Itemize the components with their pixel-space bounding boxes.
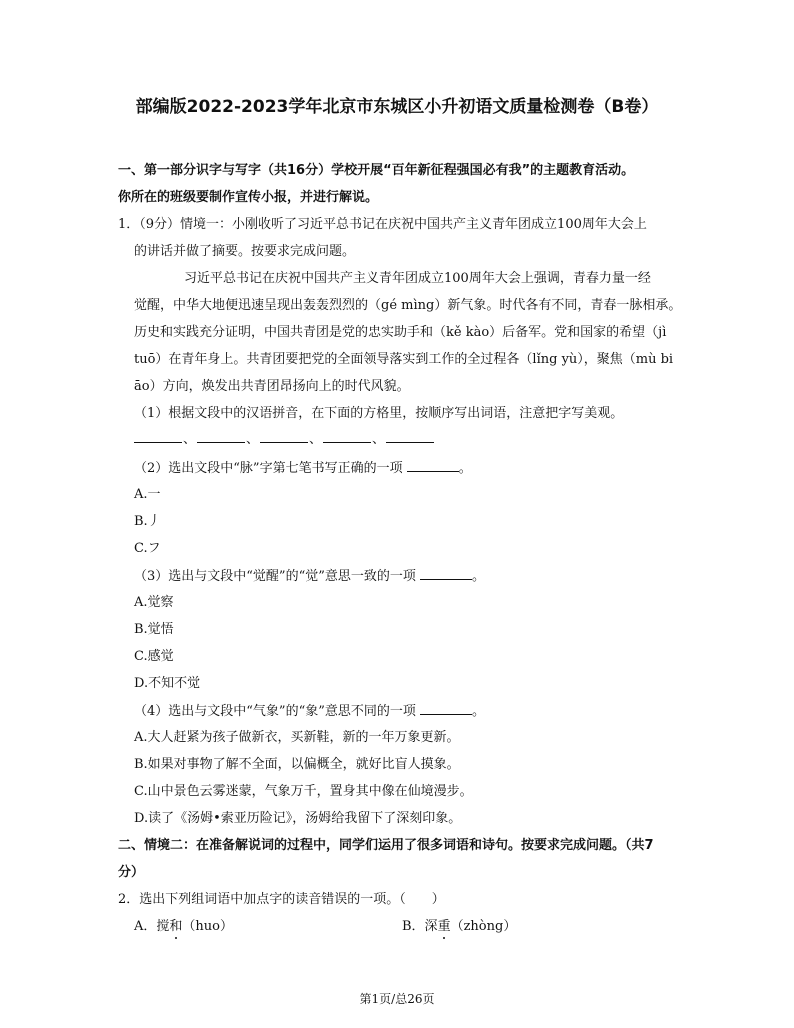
option: A.一 [134,487,161,502]
q1-intro-line1: 1．（9分）情境一：小刚收听了习近平总书记在庆祝中国共产主义青年团成立100周年大会上 [118,217,647,232]
option: C.山中景色云雾迷蒙，气象万千，置身其中像在仙境漫步。 [134,784,473,799]
section1-heading-line1: 一、第一部分识字与写字（共16分）学校开展“百年新征程强国必有我”的主题教育活动。 [118,163,635,178]
sub-question-3 [134,567,485,586]
section1-heading-line2: 你所在的班级要制作宣传小报，并进行解说。 [118,190,379,205]
option: A.觉察 [134,595,174,610]
q2-option-a [134,918,233,936]
answer-blanks-row [134,430,434,449]
option: C.フ [134,541,161,556]
separator: 、 [246,432,260,447]
answer-blank[interactable] [134,430,182,443]
q1-intro-line2: 的讲话并做了摘要。按要求完成问题。 [134,244,356,259]
answer-blank[interactable] [386,430,434,443]
option-label: A．搅 [134,919,170,934]
page-title: 部编版2022-2023学年北京市东城区小升初语文质量检测卷（B卷） [135,97,659,117]
passage-line: 觉醒，中华大地便迅速呈现出轰轰烈烈的（gé mìng）新气象。时代各有不同，青春一脉相承。 [134,298,682,313]
answer-blank[interactable] [420,567,472,580]
period: 。 [458,461,472,476]
passage-line: 历史和实践充分证明，中国共青团是党的忠实助手和（kě kào）后备军。党和国家的希望（jì [134,325,667,340]
answer-blank[interactable] [197,430,245,443]
answer-blank[interactable] [260,430,308,443]
option: B.如果对事物了解不全面，以偏概全，就好比盲人摸象。 [134,757,460,772]
option-label: B．深 [402,919,438,934]
sub-question-4-text: （4）选出与文段中“气象”的“象”意思不同的一项 [134,704,416,719]
sub-question-2 [134,459,472,478]
option: D.读了《汤姆•索亚历险记》，汤姆给我留下了深刻印象。 [134,811,462,826]
period: 。 [472,704,486,719]
option: D.不知不觉 [134,676,201,691]
option: B.觉悟 [134,622,174,637]
q2-stem: 2．选出下列组词语中加点字的读音错误的一项。（ ） [118,892,445,907]
pinyin: （zhòng） [450,919,517,934]
option: C.感觉 [134,649,174,664]
period: 。 [472,569,486,584]
answer-blank[interactable] [323,430,371,443]
pinyin: （huo） [182,919,233,934]
answer-blank[interactable] [407,459,459,472]
answer-blank[interactable] [420,702,472,715]
sub-question-2-text: （2）选出文段中“脉”字第七笔书写正确的一项 [134,461,403,476]
option: A.大人赶紧为孩子做新衣，买新鞋，新的一年万象更新。 [134,730,460,745]
section2-heading-line2: 分） [118,865,145,880]
q2-option-b [402,918,516,936]
separator: 、 [309,432,323,447]
sub-question-3-text: （3）选出与文段中“觉醒”的“觉”意思一致的一项 [134,569,416,584]
sub-question-1: （1）根据文段中的汉语拼音，在下面的方格里，按顺序写出词语，注意把字写美观。 [134,406,624,421]
section2-heading-line1: 二、情境二：在准备解说词的过程中，同学们运用了很多词语和诗句。按要求完成问题。（共7 [118,838,654,853]
dotted-char: 和 [169,919,183,934]
separator: 、 [372,432,386,447]
passage-line: āo）方向，焕发出共青团昂扬向上的时代风貌。 [134,379,410,394]
sub-question-4 [134,702,485,721]
dotted-char: 重 [437,919,451,934]
separator: 、 [183,432,197,447]
option: B.丿 [134,514,161,529]
page-footer: 第1页/总26页 [359,992,435,1006]
passage-line: 习近平总书记在庆祝中国共产主义青年团成立100周年大会上强调，青春力量一经 [184,271,651,286]
passage-line: tuō）在青年身上。共青团要把党的全面领导落实到工作的全过程各（lǐng yù），聚焦（mù bi [134,352,674,367]
